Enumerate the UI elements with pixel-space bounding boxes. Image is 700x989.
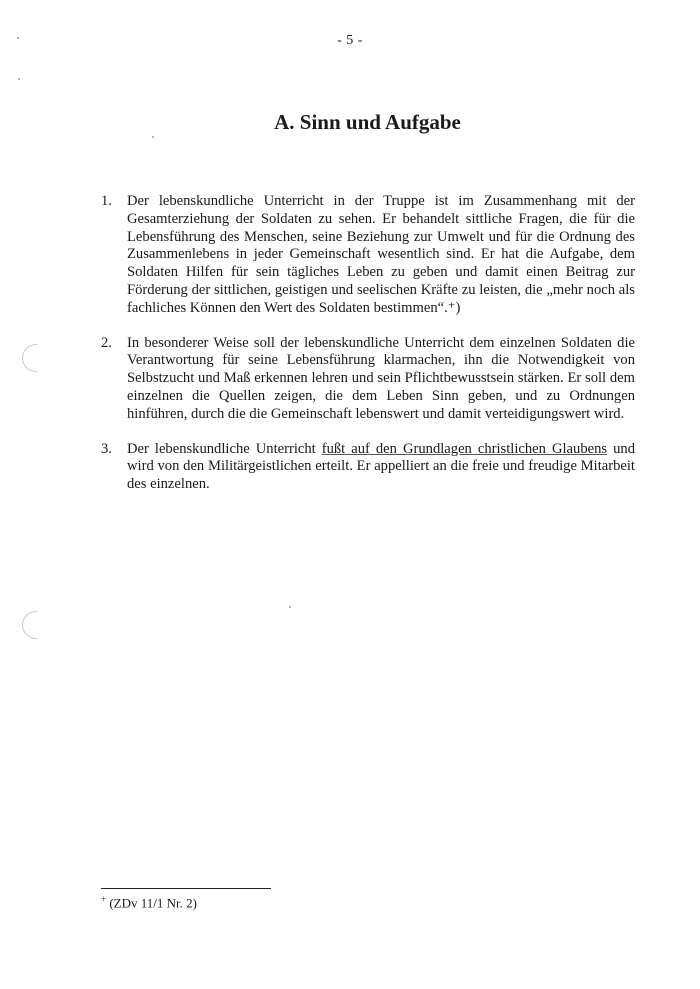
punch-hole-mark-top [22, 344, 37, 372]
numbered-list [101, 193, 635, 511]
list-item-2 [101, 335, 635, 424]
list-item-text-after: und wird von den Militärgeistlichen erteilt. Er appelliert an die freie und freudige Mitarbeit des einzelnen. [127, 440, 635, 493]
list-item-1 [101, 193, 635, 318]
section-heading: A. Sinn und Aufgabe [274, 110, 461, 134]
footnote [101, 894, 197, 911]
punch-hole-mark-bottom [22, 611, 37, 639]
list-item-number: 1. [101, 193, 112, 209]
underlined-phrase: fußt auf den Grundlagen christlichen Glaubens [321, 440, 608, 457]
list-item-number: 3. [101, 440, 112, 457]
scan-speck [17, 37, 19, 39]
footnote-text: (ZDv 11/1 Nr. 2) [106, 895, 197, 911]
list-item-text: In besonderer Weise soll der lebenskundliche Unterricht dem einzelnen Soldaten die Verantwortung für seine Lebensführung klarmachen, ihn die Notwendigkeit von Selbstzucht und Maß erkennen lehren und sein Pflichtbewusstsein stärken. Er soll dem einzelnen die Quellen zeigen, die dem Leben Sinn geben, und zu Ordnungen hinführen, durch die die Gemeinschaft lebenswert und damit verteidigungswert wird. [127, 334, 635, 422]
list-item-number: 2. [101, 334, 112, 351]
list-item-text-before: Der lebenskundliche Unterricht [127, 440, 322, 457]
scan-speck [18, 78, 20, 80]
list-item-3 [101, 441, 635, 494]
page-number: - 5 - [337, 33, 363, 48]
list-item-text: Der lebenskundliche Unterricht in der Truppe ist im Zusammenhang mit der Gesamterziehung der Soldaten zu sehen. Er behandelt sittliche Fragen, die für die Lebensführung des Menschen, seine Beziehung zur Umwelt und für die Ordnung des Zusammenlebens in jeder Gemeinschaft wesentlich sind. Er hat die Aufgabe, dem Soldaten Hilfen für sein tägliches Leben zu geben und damit einen Beitrag zur Förderung der sittlichen, geistigen und seelischen Kräfte zu leisten, die „mehr noch als fachliches Können den Wert des Soldaten bestimmen“.⁺) [127, 193, 635, 316]
scan-speck [152, 136, 154, 138]
scan-speck [289, 606, 291, 608]
footnote-marker: + [101, 894, 107, 904]
footnote-separator [101, 888, 271, 889]
